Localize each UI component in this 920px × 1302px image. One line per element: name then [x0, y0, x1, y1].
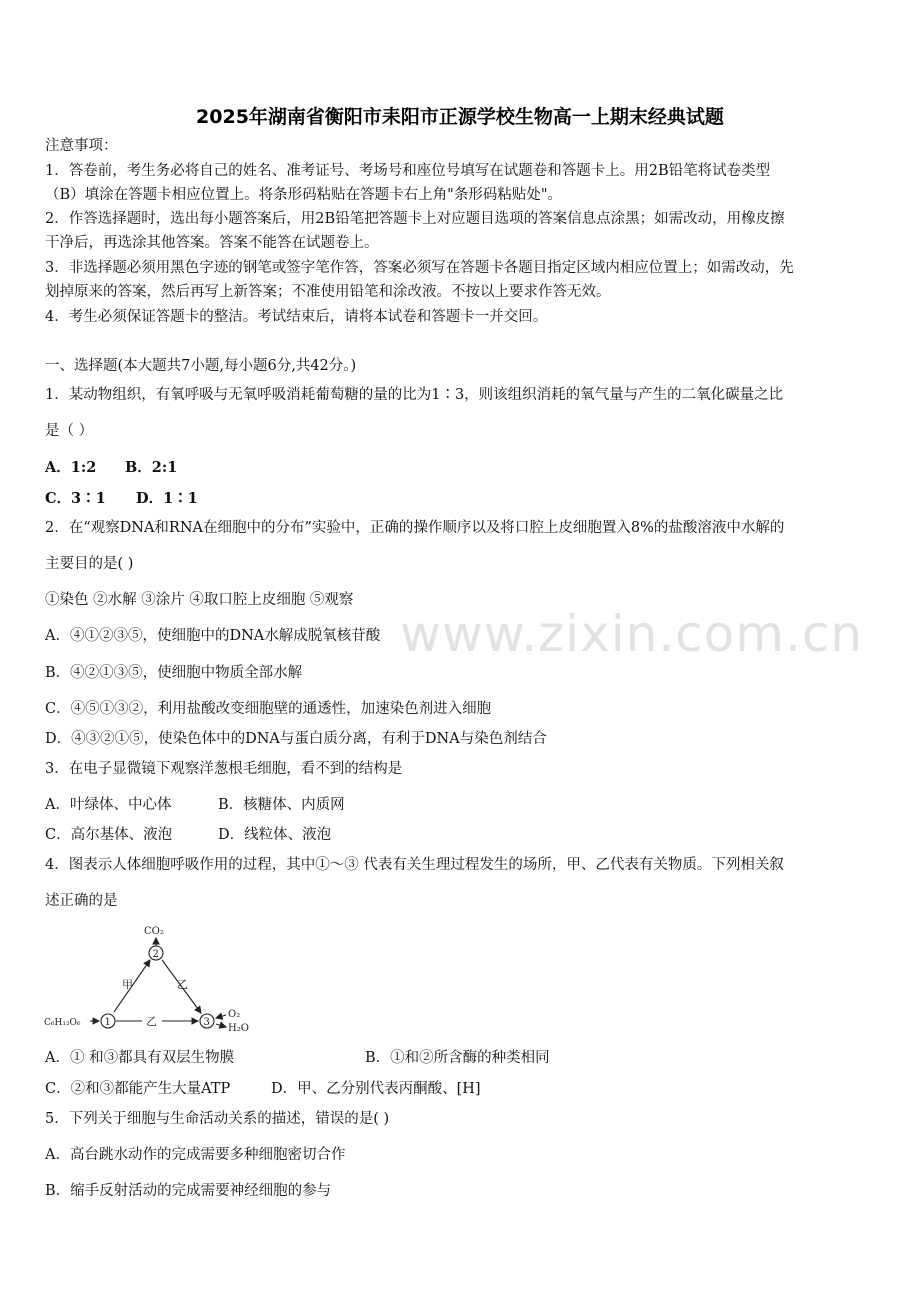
notice-line: 划掉原来的答案，然后再写上新答案；不准使用铅笔和涂改液。不按以上要求作答无效。 — [45, 284, 611, 300]
question-2-option-b: B．④②①③⑤，使细胞中物质全部水解 — [45, 665, 303, 681]
question-1-stem: 是（ ） — [45, 423, 94, 439]
notice-line: 干净后，再选涂其他答案。答案不能答在试题卷上。 — [45, 235, 379, 251]
site-2-number: 2 — [152, 949, 159, 960]
arrow-1-to-2 — [114, 960, 150, 1012]
question-5-option-a: A．高台跳水动作的完成需要多种细胞密切合作 — [45, 1147, 346, 1163]
question-2-option-a: A．④①②③⑤，使细胞中的DNA水解成脱氧核苷酸 — [45, 628, 381, 644]
arrow-3-to-h2o — [216, 1024, 226, 1027]
question-4-option-d: D．甲、乙分别代表丙酮酸、[H] — [271, 1081, 481, 1097]
site-3-number: 3 — [203, 1017, 210, 1028]
question-4-option-b: B．①和②所含酶的种类相同 — [365, 1050, 550, 1066]
notice-line: 2．作答选择题时，选出每小题答案后，用2B铅笔把答题卡上对应题目选项的答案信息点涂黑；如需改动，用橡皮擦 — [45, 211, 785, 227]
watermark: www.zixin.com.cn — [400, 605, 864, 663]
jia-label: 甲 — [122, 978, 133, 991]
arrow-2-to-3 — [162, 960, 201, 1013]
site-1-number: 1 — [104, 1017, 111, 1028]
notice-line: （B）填涂在答题卡相应位置上。将条形码粘贴在答题卡右上角"条形码粘贴处"。 — [45, 187, 562, 203]
question-5-option-b: B．缩手反射活动的完成需要神经细胞的参与 — [45, 1183, 332, 1199]
arrow-o2-to-3 — [216, 1015, 226, 1018]
question-1-option-a: A．1:2 — [45, 459, 97, 476]
question-4-option-c: C．②和③都能产生大量ATP — [45, 1081, 231, 1097]
question-2-stem: 2．在“观察DNA和RNA在细胞中的分布”实验中，正确的操作顺序以及将口腔上皮细胞置入8%的盐酸溶液中水解的 — [45, 520, 785, 536]
question-2-steps: ①染色 ②水解 ③涂片 ④取口腔上皮细胞 ⑤观察 — [45, 592, 354, 608]
question-2-option-d: D．④③②①⑤，使染色体中的DNA与蛋白质分离，有利于DNA与染色剂结合 — [45, 731, 547, 747]
question-5-stem: 5．下列关于细胞与生命活动关系的描述，错误的是( ) — [45, 1111, 390, 1127]
h2o-label: H₂O — [228, 1023, 249, 1034]
notice-line: 4．考生必须保证答题卡的整洁。考试结束后，请将本试卷和答题卡一并交回。 — [45, 309, 548, 325]
question-2-option-c: C．④⑤①③②，利用盐酸改变细胞壁的通透性，加速染色剂进入细胞 — [45, 701, 492, 717]
question-3-option-b: B．核糖体、内质网 — [218, 797, 345, 813]
question-1-option-d: D．1∶1 — [136, 490, 198, 507]
o2-label: O₂ — [228, 1009, 241, 1020]
page-title: 2025年湖南省衡阳市耒阳市正源学校生物高一上期末经典试题 — [196, 106, 724, 128]
question-3-option-d: D．线粒体、液泡 — [218, 827, 332, 843]
notice-line: 3．非选择题必须用黑色字迹的钢笔或签字笔作答，答案必须写在答题卡各题目指定区域内相应位置上；如需改动，先 — [45, 260, 794, 276]
question-1-option-c: C．3∶1 — [45, 490, 106, 507]
glucose-label: C₆H₁₂O₆ — [44, 1018, 81, 1028]
question-2-stem: 主要目的是( ) — [45, 556, 134, 572]
respiration-diagram — [40, 920, 270, 1038]
notice-line: 1．答卷前，考生务必将自己的姓名、准考证号、考场号和座位号填写在试题卷和答题卡上。用2B铅笔将试卷类型 — [45, 163, 771, 179]
question-3-stem: 3．在电子显微镜下观察洋葱根毛细胞，看不到的结构是 — [45, 761, 403, 777]
question-4-stem: 4．图表示人体细胞呼吸作用的过程，其中①～③ 代表有关生理过程发生的场所，甲、乙代表有关物质。下列相关叙 — [45, 857, 784, 873]
co2-label: CO₂ — [144, 926, 164, 937]
question-4-stem: 述正确的是 — [45, 893, 118, 909]
yi-label-bottom: 乙 — [146, 1015, 157, 1028]
question-3-option-c: C．高尔基体、液泡 — [45, 827, 173, 843]
question-3-option-a: A．叶绿体、中心体 — [45, 797, 172, 813]
question-1-option-b: B．2:1 — [125, 459, 178, 476]
question-4-option-a: A．① 和③都具有双层生物膜 — [45, 1050, 235, 1066]
question-1-stem: 1．某动物组织，有氧呼吸与无氧呼吸消耗葡萄糖的量的比为1∶3，则该组织消耗的氧气量与产生的二氧化碳量之比 — [45, 387, 784, 403]
section-heading: 一、选择题(本大题共7小题,每小题6分,共42分。) — [45, 358, 357, 374]
yi-label: 乙 — [177, 978, 188, 991]
notice-heading: 注意事项： — [45, 138, 118, 154]
